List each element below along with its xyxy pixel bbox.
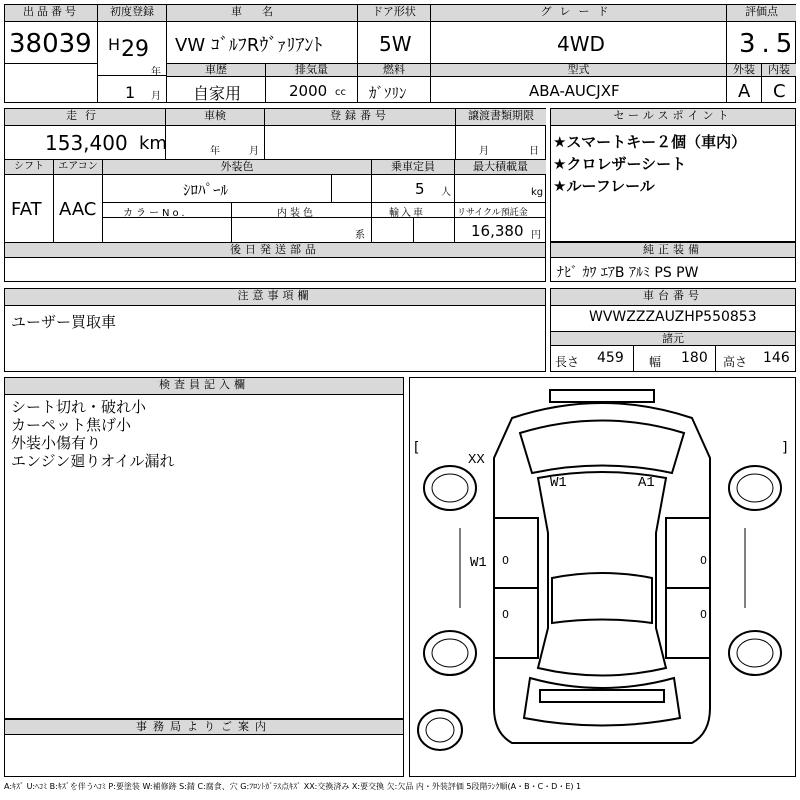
sales-point: ★クロレザーシート — [553, 155, 687, 173]
inspector-box — [4, 377, 404, 719]
legend: A:ｷｽﾞ U:ﾍｺﾐ B:ｷｽﾞを伴うﾍｺﾐ P:要塗装 W:補修跡 S:錆 C:腐食、穴 G:ﾌﾛﾝﾄｶﾞﾗｽ点ｷｽﾞ XX:交換済み X:要交換 欠:欠品 内・外装評価 5段階ﾗﾝｸ順(A・B・C・D・E) 1 — [4, 782, 582, 791]
notes-label: 注意事項欄 — [5, 289, 545, 306]
wheel-spare — [418, 710, 462, 750]
grade: 4WD — [557, 32, 605, 56]
recycle-label: リサイクル預託金 — [457, 208, 528, 218]
spec-block — [4, 108, 546, 282]
colorno-label: カラーNo. — [123, 208, 188, 219]
rear-window — [552, 573, 652, 623]
car-diagram — [410, 378, 795, 776]
insp-month-unit: 月 — [249, 146, 259, 157]
mileage-label: 走行 — [5, 109, 165, 126]
notes-box — [4, 288, 546, 372]
interior-score: C — [773, 81, 786, 102]
rear-bumper — [540, 690, 664, 702]
front-bumper — [550, 390, 654, 402]
hood-outline — [520, 421, 684, 474]
mark-zero: 0 — [502, 608, 509, 621]
mark-zero: 0 — [700, 608, 707, 621]
exterior-label: 外装 — [727, 63, 761, 77]
bracket-right: ] — [782, 440, 788, 456]
shift: FAT — [11, 199, 42, 220]
inspection-label: 車検 — [166, 109, 264, 126]
inspector-line: シート切れ・破れ小 — [11, 398, 147, 416]
capacity-label: 乗車定員 — [372, 160, 454, 175]
fuel: ｶﾞｿﾘﾝ — [369, 84, 407, 102]
recycle-amount: 16,380 — [471, 222, 524, 240]
top-header — [4, 4, 799, 103]
first-reg-label: 初度登録 — [98, 5, 166, 22]
ac-label: エアコン — [54, 160, 102, 175]
capacity: 5 — [415, 180, 425, 198]
length-label: 長さ — [555, 355, 580, 369]
interior-label: 内装 — [762, 63, 796, 77]
sales-points-label: セールスポイント — [551, 109, 795, 126]
history: 自家用 — [193, 84, 242, 103]
mark-zero: 0 — [502, 554, 509, 567]
sales-point: ★スマートキー２個（車内） — [553, 133, 747, 151]
recycle-unit: 円 — [531, 230, 541, 241]
sales-point: ★ルーフレール — [553, 177, 655, 195]
intcolor-suffix: 系 — [355, 230, 365, 241]
month-unit: 月 — [151, 91, 161, 102]
mileage-unit: km — [139, 133, 167, 154]
mark-w1-top: W1 — [550, 475, 567, 491]
width: 180 — [681, 350, 708, 366]
intcolor-label: 内装色 — [277, 208, 316, 219]
displacement-label: 排気量 — [265, 63, 357, 77]
car-name: VW ｺﾞﾙﾌRｳﾞｧﾘｱﾝﾄ — [175, 35, 323, 56]
insp-year-unit: 年 — [210, 146, 220, 157]
equipment-box — [550, 242, 796, 282]
chassis-box — [550, 288, 796, 372]
door-label: ドア形状 — [358, 5, 430, 22]
year-num: 29 — [121, 37, 149, 62]
shift-label: シフト — [5, 160, 53, 175]
car-diagram-box — [409, 377, 796, 777]
transfer-month-unit: 月 — [479, 146, 489, 157]
mark-a1: A1 — [638, 475, 655, 491]
ac: AAC — [59, 199, 97, 220]
transfer-day-unit: 日 — [529, 146, 539, 157]
year-unit: 年 — [151, 67, 161, 78]
inspector-line: エンジン廻りオイル漏れ — [11, 452, 175, 470]
inspector-line: カーペット焦げ小 — [11, 416, 132, 434]
history-label: 車歴 — [167, 63, 265, 77]
equipment-value: ﾅﾋﾞ ｶﾜ ｴｱB ｱﾙﾐ PS PW — [557, 265, 699, 281]
notes-text: ユーザー買取車 — [11, 313, 117, 331]
inspector-line: 外装小傷有り — [11, 434, 102, 452]
month-num: 1 — [125, 83, 136, 102]
height-label: 高さ — [723, 355, 748, 369]
era: H — [108, 35, 121, 54]
office-box — [4, 719, 404, 777]
transfer-label: 譲渡書類期限 — [456, 109, 546, 126]
inspector-label: 検査員記入欄 — [5, 378, 403, 395]
grade-label: グレード — [431, 5, 726, 22]
model-label: 型式 — [431, 63, 726, 77]
car-name-label: 車名 — [167, 5, 357, 22]
equipment-label: 純正装備 — [551, 243, 795, 258]
import-label: 輸入車 — [389, 208, 425, 219]
lot-number: 38039 — [9, 29, 92, 59]
mark-w1-side: W1 — [470, 555, 487, 571]
sales-points-box — [550, 108, 796, 242]
capacity-unit: 人 — [441, 187, 451, 198]
score-label: 評価点 — [727, 5, 796, 22]
mileage: 153,400 — [45, 131, 128, 155]
reg-label: 登録番号 — [265, 109, 455, 126]
exterior-score: A — [738, 81, 751, 102]
office-label: 事務局よりご案内 — [5, 720, 403, 735]
displacement-unit: cc — [335, 87, 346, 98]
height: 146 — [763, 350, 790, 366]
chassis-number: WVWZZZAUZHP550853 — [589, 309, 757, 325]
displacement: 2000 — [289, 82, 328, 100]
bracket-left: [ — [414, 440, 420, 456]
color-label: 外装色 — [103, 160, 371, 175]
width-label: 幅 — [649, 355, 662, 369]
fuel-label: 燃料 — [358, 63, 430, 77]
model: ABA-AUCJXF — [529, 82, 620, 100]
mark-zero: 0 — [700, 554, 707, 567]
exterior-color: ｼﾛﾊﾟｰﾙ — [183, 181, 229, 199]
lot-number-label: 出品番号 — [5, 5, 97, 22]
mark-xx: XX — [468, 452, 485, 468]
score: 3.5 — [739, 29, 799, 59]
later-parts-label: 後日発送部品 — [5, 243, 545, 258]
chassis-label: 車台番号 — [551, 289, 795, 306]
maxload-unit: kg — [531, 187, 544, 198]
spec-label: 諸元 — [551, 331, 795, 346]
maxload-label: 最大積載量 — [455, 160, 546, 175]
length: 459 — [597, 350, 624, 366]
door: 5W — [379, 32, 412, 56]
